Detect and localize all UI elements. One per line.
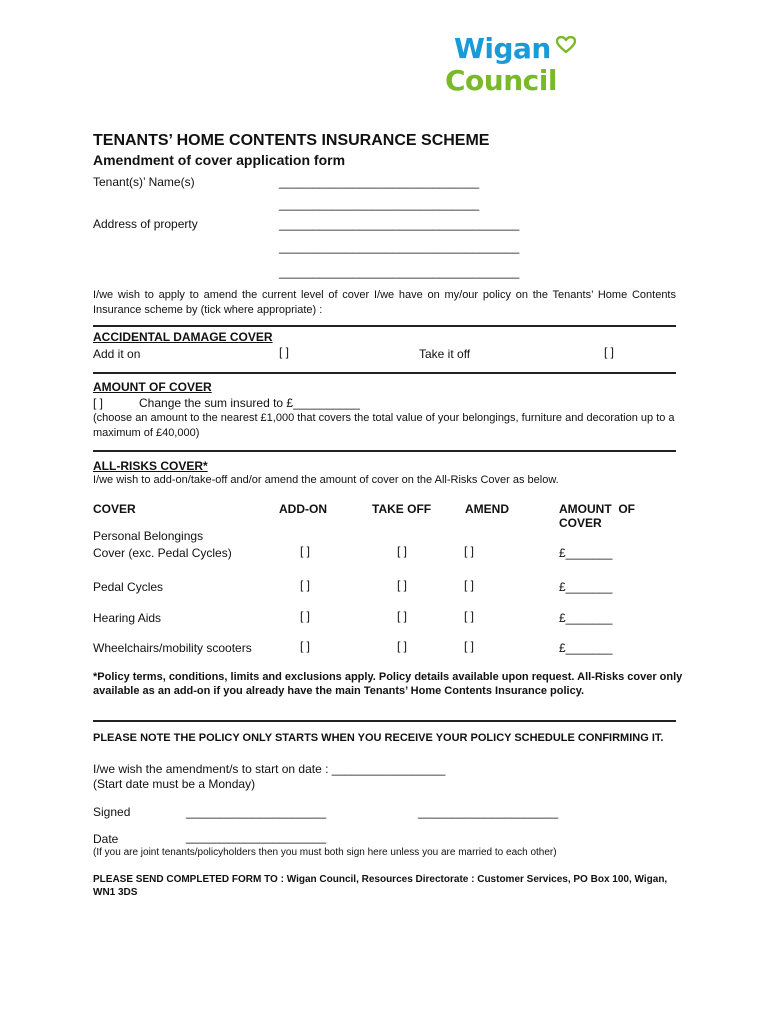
- row-hearing-addon-checkbox[interactable]: [ ]: [300, 609, 311, 623]
- amount-change-checkbox[interactable]: [ ]: [93, 396, 104, 410]
- row-wheelchairs-addon-checkbox[interactable]: [ ]: [300, 639, 311, 653]
- row-personal-label-1: Personal Belongings: [93, 529, 204, 543]
- amount-heading: AMOUNT OF COVER: [93, 380, 212, 394]
- col-cover: COVER: [93, 502, 136, 516]
- divider: [93, 450, 676, 452]
- row-hearing-takeoff-checkbox[interactable]: [ ]: [397, 609, 408, 623]
- signed-label: Signed: [93, 805, 131, 819]
- policy-start-notice: PLEASE NOTE THE POLICY ONLY STARTS WHEN YOU RECEIVE YOUR POLICY SCHEDULE CONFIRMING IT.: [93, 732, 664, 744]
- address-field-1[interactable]: ____________________________________: [279, 217, 520, 231]
- row-wheelchairs-amount-field[interactable]: £_______: [559, 641, 613, 655]
- row-pedal-amount-field[interactable]: £_______: [559, 580, 613, 594]
- row-hearing-amend-checkbox[interactable]: [ ]: [464, 609, 475, 623]
- divider: [93, 372, 676, 374]
- allrisks-heading: ALL-RISKS COVER*: [93, 459, 208, 473]
- accidental-take-checkbox[interactable]: [ ]: [604, 345, 615, 359]
- address-label: Address of property: [93, 217, 198, 231]
- tenants-name-field-1[interactable]: ______________________________: [279, 175, 480, 189]
- row-personal-label-2: Cover (exc. Pedal Cycles): [93, 546, 232, 560]
- row-wheelchairs-label: Wheelchairs/mobility scooters: [93, 641, 252, 655]
- address-field-2[interactable]: ____________________________________: [279, 240, 520, 254]
- amount-note: (choose an amount to the nearest £1,000 that covers the total value of your belongings, furniture and decoration up to a maximum of £40,000): [93, 412, 675, 439]
- date-field[interactable]: _____________________: [186, 830, 327, 844]
- row-personal-addon-checkbox[interactable]: [ ]: [300, 544, 311, 558]
- accidental-heading: ACCIDENTAL DAMAGE COVER: [93, 330, 273, 344]
- row-personal-amount-field[interactable]: £_______: [559, 546, 613, 560]
- row-wheelchairs-amend-checkbox[interactable]: [ ]: [464, 639, 475, 653]
- policy-note: *Policy terms, conditions, limits and exclusions apply. Policy details available upon request. All-Risks cover only available as an add-on if you already have the main Tenants’ Home Contents Insurance policy.: [93, 671, 683, 697]
- row-pedal-addon-checkbox[interactable]: [ ]: [300, 578, 311, 592]
- accidental-add-label: Add it on: [93, 347, 141, 361]
- intro-text: I/we wish to apply to amend the current level of cover I/we have on my/our policy on the Tenants’ Home Contents Insurance scheme by (tick where appropriate) :: [93, 289, 676, 316]
- form-title: TENANTS’ HOME CONTENTS INSURANCE SCHEME: [93, 132, 490, 149]
- row-personal-takeoff-checkbox[interactable]: [ ]: [397, 544, 408, 558]
- start-date-note: (Start date must be a Monday): [93, 777, 256, 791]
- divider: [93, 720, 676, 722]
- start-date-field[interactable]: I/we wish the amendment/s to start on date : _________________: [93, 762, 446, 776]
- heart-icon: [556, 36, 576, 54]
- col-takeoff: TAKE OFF: [372, 502, 432, 516]
- wigan-council-logo: [445, 34, 585, 104]
- col-amend: AMEND: [465, 502, 509, 516]
- row-hearing-amount-field[interactable]: £_______: [559, 611, 613, 625]
- row-hearing-label: Hearing Aids: [93, 611, 162, 625]
- row-pedal-label: Pedal Cycles: [93, 580, 164, 594]
- logo-wigan-text: Wigan: [454, 32, 551, 65]
- col-addon: ADD-ON: [279, 502, 327, 516]
- allrisks-intro: I/we wish to add-on/take-off and/or amend the amount of cover on the All-Risks Cover as below.: [93, 474, 559, 486]
- address-field-3[interactable]: ____________________________________: [279, 265, 520, 279]
- row-pedal-takeoff-checkbox[interactable]: [ ]: [397, 578, 408, 592]
- send-to-address: PLEASE SEND COMPLETED FORM TO : Wigan Council, Resources Directorate : Customer Services, PO Box 100, Wigan, WN1 3DS: [93, 874, 668, 898]
- col-amount: AMOUNT OF: [559, 502, 635, 516]
- row-personal-amend-checkbox[interactable]: [ ]: [464, 544, 475, 558]
- signature-field-1[interactable]: _____________________: [186, 805, 327, 819]
- amount-change-field[interactable]: Change the sum insured to £__________: [139, 396, 360, 410]
- row-pedal-amend-checkbox[interactable]: [ ]: [464, 578, 475, 592]
- form-subtitle: Amendment of cover application form: [93, 152, 346, 168]
- joint-tenants-note: (If you are joint tenants/policyholders then you must both sign here unless you are married to each other): [93, 847, 557, 858]
- tenants-label: Tenant(s)’ Name(s): [93, 175, 195, 189]
- col-amount-2: COVER: [559, 516, 602, 530]
- divider: [93, 325, 676, 327]
- logo-council-text: Council: [445, 64, 557, 97]
- tenants-name-field-2[interactable]: ______________________________: [279, 197, 480, 211]
- signature-field-2[interactable]: _____________________: [418, 805, 559, 819]
- accidental-take-label: Take it off: [419, 347, 471, 361]
- row-wheelchairs-takeoff-checkbox[interactable]: [ ]: [397, 639, 408, 653]
- date-label: Date: [93, 832, 119, 846]
- accidental-add-checkbox[interactable]: [ ]: [279, 345, 290, 359]
